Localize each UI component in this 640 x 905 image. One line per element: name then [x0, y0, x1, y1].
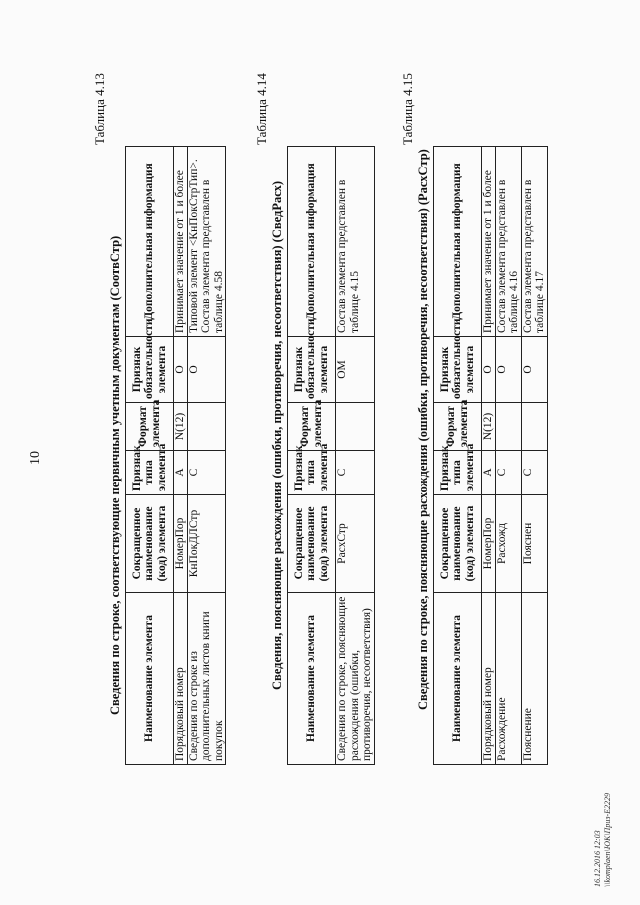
cell-additional-info: Принимает значение от 1 и более [174, 147, 188, 337]
table-row [495, 147, 521, 765]
cell-short-code: НомерПор [482, 495, 496, 593]
footer-path: \\komplaen\ЮК\Приз-Е2229 [603, 792, 612, 887]
cell-required-flag: О [174, 337, 188, 403]
header-element-name: Наименование элемента [434, 593, 482, 765]
header-element-name: Наименование элемента [288, 593, 336, 765]
table-header-row [126, 147, 174, 765]
header-short-code: Сокращенное наименование (код) элемента [126, 495, 174, 593]
cell-format: N(12) [174, 403, 188, 451]
header-additional-info: Дополнительная информация [434, 147, 482, 337]
header-required-flag: Признак обязательности элемента [126, 337, 174, 403]
cell-type-flag: С [495, 451, 521, 495]
footer-date: 16.12.2016 12:03 [593, 830, 602, 887]
table-row [187, 147, 226, 765]
table-row [521, 147, 547, 765]
table-header-row [434, 147, 482, 765]
header-format: Формат элемента [288, 403, 336, 451]
header-additional-info: Дополнительная информация [288, 147, 336, 337]
cell-short-code: Расхожд [495, 495, 521, 593]
cell-type-flag: А [482, 451, 496, 495]
cell-short-code: НомерПор [174, 495, 188, 593]
cell-short-code: Пояснен [521, 495, 547, 593]
header-required-flag: Признак обязательности элемента [288, 337, 336, 403]
cell-format: N(12) [482, 403, 496, 451]
cell-format [495, 403, 521, 451]
header-additional-info: Дополнительная информация [126, 147, 174, 337]
cell-additional-info: Типовой элемент <КнПокСтрТип>. Состав элемента представлен в таблице 4.58 [187, 147, 226, 337]
cell-format [187, 403, 226, 451]
cell-type-flag: А [174, 451, 188, 495]
cell-short-code: КнПокДЛСтр [187, 495, 226, 593]
table-row [482, 147, 496, 765]
cell-required-flag: О [482, 337, 496, 403]
cell-element-name: Сведения по строке из дополнительных листов книги покупок [187, 593, 226, 765]
table-title-4-13: Сведения по строке, соответствующие первичным учетным документам (СоотвСтр) [108, 235, 122, 715]
table-title-4-15: Сведения по строке, поясняющие расхождения (ошибки, противоречия, несоответствия) (РасхСтр) [416, 149, 430, 710]
cell-type-flag: С [521, 451, 547, 495]
cell-element-name: Расхождение [495, 593, 521, 765]
document-footer [593, 793, 613, 887]
cell-type-flag: С [336, 451, 375, 495]
cell-type-flag: С [187, 451, 226, 495]
cell-required-flag: ОМ [336, 337, 375, 403]
table-number-4-13: Таблица 4.13 [92, 73, 107, 145]
page-number: 10 [28, 451, 43, 465]
table-4-14 [287, 146, 375, 765]
header-format: Формат элемента [434, 403, 482, 451]
header-required-flag: Признак обязательности элемента [434, 337, 482, 403]
table-row [336, 147, 375, 765]
table-header-row [288, 147, 336, 765]
table-title-4-14: Сведения, поясняющие расхождения (ошибки, противоречия, несоответствия) (СведРасх) [270, 180, 284, 690]
header-type-flag: Признак типа элемента [434, 451, 482, 495]
cell-element-name: Пояснение [521, 593, 547, 765]
header-short-code: Сокращенное наименование (код) элемента [434, 495, 482, 593]
cell-format [336, 403, 375, 451]
header-type-flag: Признак типа элемента [126, 451, 174, 495]
table-row [174, 147, 188, 765]
cell-required-flag: О [521, 337, 547, 403]
cell-format [521, 403, 547, 451]
cell-additional-info: Состав элемента представлен в таблице 4.16 [495, 147, 521, 337]
cell-element-name: Порядковый номер [482, 593, 496, 765]
header-type-flag: Признак типа элемента [288, 451, 336, 495]
cell-element-name: Сведения по строке, поясняющие расхождения (ошибки, противоречия, несоответствия) [336, 593, 375, 765]
cell-additional-info: Состав элемента представлен в таблице 4.17 [521, 147, 547, 337]
cell-required-flag: О [187, 337, 226, 403]
header-format: Формат элемента [126, 403, 174, 451]
cell-additional-info: Состав элемента представлен в таблице 4.15 [336, 147, 375, 337]
table-number-4-15: Таблица 4.15 [400, 73, 415, 145]
cell-element-name: Порядковый номер [174, 593, 188, 765]
cell-required-flag: О [495, 337, 521, 403]
table-4-13 [125, 146, 226, 765]
cell-additional-info: Принимает значение от 1 и более [482, 147, 496, 337]
table-4-15 [433, 146, 548, 765]
cell-short-code: РасхСтр [336, 495, 375, 593]
table-number-4-14: Таблица 4.14 [254, 73, 269, 145]
header-short-code: Сокращенное наименование (код) элемента [288, 495, 336, 593]
header-element-name: Наименование элемента [126, 593, 174, 765]
